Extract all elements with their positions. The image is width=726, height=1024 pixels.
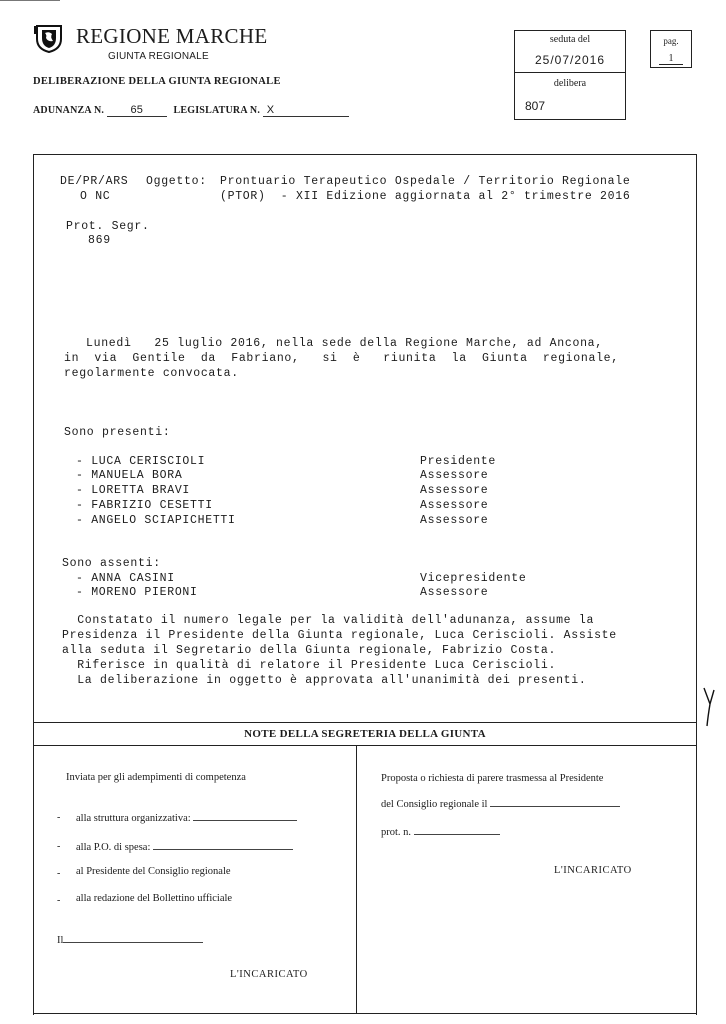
- page-subtitle: GIUNTA REGIONALE: [108, 51, 209, 62]
- intro-line-2: in via Gentile da Fabriano, si è riunita la Giunta regionale,: [64, 352, 619, 365]
- member-name: - FABRIZIO CESETTI: [76, 499, 213, 512]
- top-edge-line: [0, 0, 60, 1]
- closing-line-4: Riferisce in qualità di relatore il Presidente Luca Ceriscioli.: [62, 659, 557, 672]
- delibera-label: delibera: [553, 78, 587, 89]
- pag-number: 1: [659, 53, 683, 65]
- member-role: Assessore: [420, 586, 489, 599]
- page-number-box: [650, 30, 692, 68]
- legislatura-label: LEGISLATURA N.: [173, 105, 261, 116]
- adunanza-label: ADUNANZA N.: [33, 105, 105, 116]
- list-item: alla redazione del Bollettino ufficiale: [76, 893, 233, 904]
- seduta-date: 25/07/2016: [534, 53, 606, 67]
- closing-line-2: Presidenza il Presidente della Giunta regionale, Luca Ceriscioli. Assiste: [62, 629, 617, 642]
- page-title: REGIONE MARCHE: [76, 24, 268, 48]
- notes-column-divider: [356, 745, 357, 1014]
- list-dash: -: [57, 812, 61, 823]
- member-role: Presidente: [420, 455, 497, 468]
- member-name: - ANGELO SCIAPICHETTI: [76, 514, 236, 527]
- subject-code-1: DE/PR/ARS: [60, 175, 129, 188]
- list-dash: -: [57, 895, 61, 906]
- member-role: Assessore: [420, 484, 489, 497]
- right-line-2: del Consiglio regionale il: [381, 796, 620, 810]
- box-divider: [515, 72, 625, 73]
- blank-line: [193, 810, 297, 821]
- deliberazione-heading: DELIBERAZIONE DELLA GIUNTA REGIONALE: [33, 76, 281, 87]
- adunanza-value: 65: [107, 104, 167, 117]
- right-prot: prot. n.: [381, 824, 500, 838]
- subject-line-2: (PTOR) - XII Edizione aggiornata al 2° trimestre 2016: [220, 190, 631, 203]
- right-line-1: Proposta o richiesta di parere trasmessa al Presidente: [381, 773, 604, 784]
- list-item: al Presidente del Consiglio regionale: [76, 866, 231, 877]
- notes-title: NOTE DELLA SEGRETERIA DELLA GIUNTA: [244, 728, 486, 740]
- delibera-number: 807: [525, 99, 546, 113]
- prot-segr-label: Prot. Segr.: [66, 220, 150, 233]
- blank-line: [153, 839, 293, 850]
- handwritten-mark-icon: [702, 686, 716, 728]
- intro-line-1: Lunedì 25 luglio 2016, nella sede della Regione Marche, ad Ancona,: [86, 337, 603, 350]
- frame-bottom-line: [33, 1013, 697, 1014]
- il-line: Il: [57, 932, 203, 946]
- closing-line-3: alla seduta il Segretario della Giunta regionale, Fabrizio Costa.: [62, 644, 557, 657]
- member-name: - MANUELA BORA: [76, 469, 183, 482]
- seduta-label: seduta del: [549, 34, 591, 45]
- presenti-label: Sono presenti:: [64, 426, 171, 439]
- member-name: - LUCA CERISCIOLI: [76, 455, 206, 468]
- right-incaricato: L'INCARICATO: [554, 865, 632, 876]
- list-dash: -: [57, 868, 61, 879]
- member-role: Assessore: [420, 469, 489, 482]
- notes-top-divider: [33, 722, 697, 723]
- seduta-delibera-box: [514, 30, 626, 120]
- legislatura-value: X: [263, 104, 349, 117]
- notes-title-divider: [33, 745, 697, 746]
- member-name: - ANNA CASINI: [76, 572, 175, 585]
- member-name: - LORETTA BRAVI: [76, 484, 191, 497]
- prot-segr-value: 869: [88, 234, 111, 247]
- list-item: alla P.O. di spesa:: [76, 839, 293, 853]
- subject-line-1: Prontuario Terapeutico Ospedale / Territorio Regionale: [220, 175, 631, 188]
- oggetto-label: Oggetto:: [146, 175, 207, 188]
- list-item: alla struttura organizzativa:: [76, 810, 297, 824]
- regione-marche-logo-icon: [33, 23, 65, 53]
- left-incaricato: L'INCARICATO: [230, 969, 308, 980]
- member-role: Assessore: [420, 499, 489, 512]
- blank-line: [414, 824, 500, 835]
- subject-code-2: O NC: [80, 190, 111, 203]
- left-heading: Inviata per gli adempimenti di competenza: [66, 772, 246, 783]
- member-role: Vicepresidente: [420, 572, 527, 585]
- closing-line-5: La deliberazione in oggetto è approvata all'unanimità dei presenti.: [62, 674, 587, 687]
- member-name: - MORENO PIERONI: [76, 586, 198, 599]
- member-role: Assessore: [420, 514, 489, 527]
- closing-line-1: Constatato il numero legale per la validità dell'adunanza, assume la: [62, 614, 595, 627]
- adunanza-line: [33, 104, 349, 117]
- intro-line-3: regolarmente convocata.: [64, 367, 239, 380]
- blank-line: [63, 932, 203, 943]
- list-dash: -: [57, 841, 61, 852]
- pag-label: pag.: [663, 36, 679, 46]
- assenti-label: Sono assenti:: [62, 557, 161, 570]
- blank-line: [490, 796, 620, 807]
